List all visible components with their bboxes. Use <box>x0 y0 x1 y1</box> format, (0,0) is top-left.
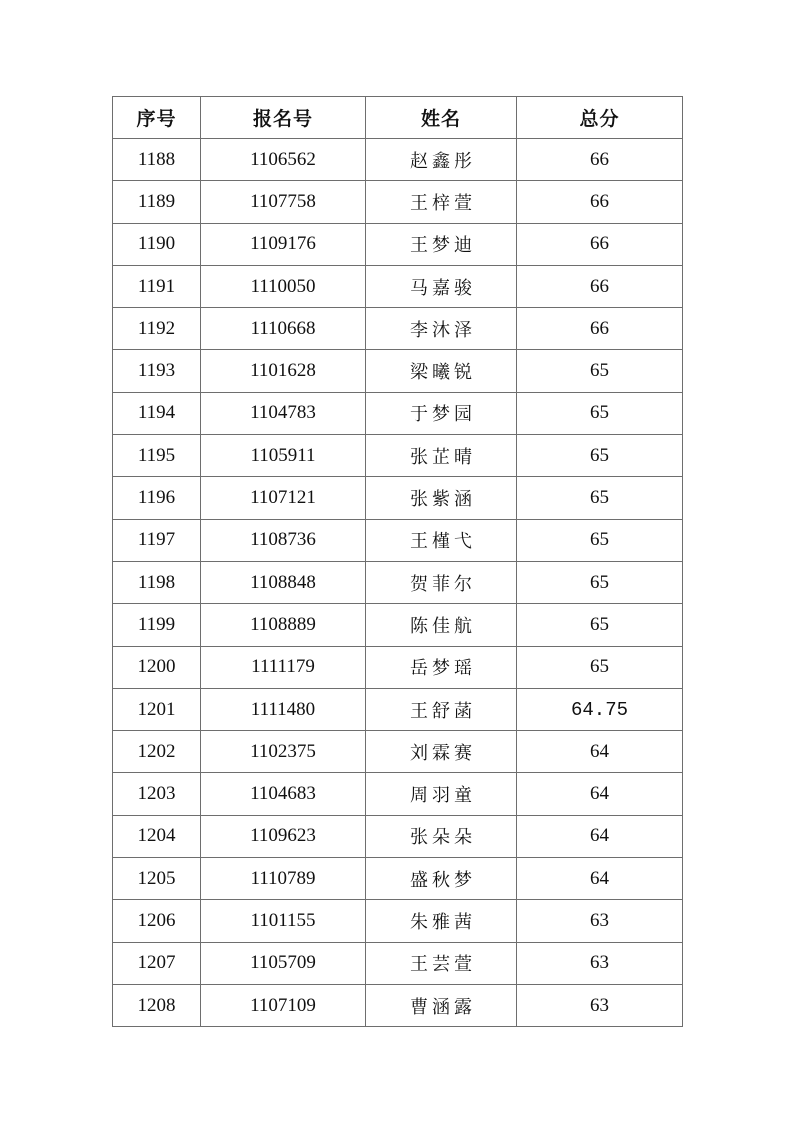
table-row <box>113 308 683 350</box>
table-row <box>113 604 683 646</box>
cell-seq: 1191 <box>113 265 201 307</box>
table-row <box>113 181 683 223</box>
cell-reg-no: 1108848 <box>201 561 366 603</box>
cell-reg-no: 1105911 <box>201 435 366 477</box>
cell-reg-no: 1107121 <box>201 477 366 519</box>
table-row <box>113 984 683 1026</box>
cell-reg-no: 1102375 <box>201 731 366 773</box>
table-body <box>113 139 683 1027</box>
cell-name: 陈佳航 <box>366 604 517 646</box>
cell-score: 63 <box>517 942 683 984</box>
cell-name: 王梓萱 <box>366 181 517 223</box>
table-row <box>113 561 683 603</box>
score-table <box>112 96 683 1027</box>
cell-seq: 1201 <box>113 688 201 730</box>
cell-reg-no: 1106562 <box>201 139 366 181</box>
cell-reg-no: 1110050 <box>201 265 366 307</box>
cell-seq: 1188 <box>113 139 201 181</box>
cell-name: 刘霖赛 <box>366 731 517 773</box>
cell-score: 65 <box>517 392 683 434</box>
cell-seq: 1206 <box>113 900 201 942</box>
cell-reg-no: 1107109 <box>201 984 366 1026</box>
cell-seq: 1205 <box>113 858 201 900</box>
header-seq: 序号 <box>113 97 201 139</box>
table-row <box>113 265 683 307</box>
table-row <box>113 731 683 773</box>
cell-score: 64 <box>517 731 683 773</box>
cell-score: 64 <box>517 815 683 857</box>
cell-seq: 1202 <box>113 731 201 773</box>
table-row <box>113 350 683 392</box>
cell-name: 朱雅茜 <box>366 900 517 942</box>
cell-name: 曹涵露 <box>366 984 517 1026</box>
cell-score: 65 <box>517 561 683 603</box>
table-row <box>113 519 683 561</box>
cell-score: 64 <box>517 858 683 900</box>
cell-seq: 1197 <box>113 519 201 561</box>
cell-name: 李沐泽 <box>366 308 517 350</box>
cell-name: 岳梦瑶 <box>366 646 517 688</box>
cell-score: 65 <box>517 604 683 646</box>
cell-seq: 1192 <box>113 308 201 350</box>
table-row <box>113 139 683 181</box>
cell-reg-no: 1111179 <box>201 646 366 688</box>
cell-reg-no: 1110789 <box>201 858 366 900</box>
cell-name: 王槿弋 <box>366 519 517 561</box>
table-row <box>113 858 683 900</box>
cell-name: 赵鑫彤 <box>366 139 517 181</box>
cell-reg-no: 1109623 <box>201 815 366 857</box>
cell-score: 63 <box>517 900 683 942</box>
cell-seq: 1207 <box>113 942 201 984</box>
cell-reg-no: 1108736 <box>201 519 366 561</box>
cell-score: 65 <box>517 519 683 561</box>
cell-score: 66 <box>517 139 683 181</box>
header-name: 姓名 <box>366 97 517 139</box>
cell-seq: 1196 <box>113 477 201 519</box>
cell-seq: 1199 <box>113 604 201 646</box>
cell-seq: 1208 <box>113 984 201 1026</box>
cell-reg-no: 1111480 <box>201 688 366 730</box>
cell-seq: 1190 <box>113 223 201 265</box>
cell-seq: 1195 <box>113 435 201 477</box>
cell-name: 于梦园 <box>366 392 517 434</box>
cell-reg-no: 1109176 <box>201 223 366 265</box>
cell-name: 马嘉骏 <box>366 265 517 307</box>
cell-score: 65 <box>517 435 683 477</box>
cell-reg-no: 1104783 <box>201 392 366 434</box>
table-header-row <box>113 97 683 139</box>
cell-seq: 1193 <box>113 350 201 392</box>
table-row <box>113 646 683 688</box>
cell-score: 64.75 <box>517 688 683 730</box>
cell-score: 65 <box>517 477 683 519</box>
table-row <box>113 942 683 984</box>
cell-name: 王梦迪 <box>366 223 517 265</box>
cell-name: 王芸萱 <box>366 942 517 984</box>
cell-reg-no: 1107758 <box>201 181 366 223</box>
cell-seq: 1200 <box>113 646 201 688</box>
cell-name: 周羽童 <box>366 773 517 815</box>
cell-reg-no: 1108889 <box>201 604 366 646</box>
table-row <box>113 688 683 730</box>
cell-reg-no: 1105709 <box>201 942 366 984</box>
cell-reg-no: 1104683 <box>201 773 366 815</box>
table-row <box>113 900 683 942</box>
cell-score: 66 <box>517 308 683 350</box>
cell-reg-no: 1101155 <box>201 900 366 942</box>
cell-seq: 1204 <box>113 815 201 857</box>
cell-name: 张朵朵 <box>366 815 517 857</box>
cell-name: 王舒菡 <box>366 688 517 730</box>
cell-seq: 1198 <box>113 561 201 603</box>
cell-name: 张紫涵 <box>366 477 517 519</box>
cell-reg-no: 1110668 <box>201 308 366 350</box>
table-row <box>113 223 683 265</box>
cell-score: 66 <box>517 181 683 223</box>
cell-seq: 1194 <box>113 392 201 434</box>
cell-score: 64 <box>517 773 683 815</box>
cell-score: 65 <box>517 646 683 688</box>
cell-name: 贺菲尔 <box>366 561 517 603</box>
table-row <box>113 435 683 477</box>
cell-seq: 1203 <box>113 773 201 815</box>
cell-score: 63 <box>517 984 683 1026</box>
cell-score: 66 <box>517 223 683 265</box>
table-row <box>113 773 683 815</box>
header-reg-no: 报名号 <box>201 97 366 139</box>
table-row <box>113 815 683 857</box>
cell-score: 65 <box>517 350 683 392</box>
cell-name: 梁曦锐 <box>366 350 517 392</box>
cell-score: 66 <box>517 265 683 307</box>
cell-name: 张芷晴 <box>366 435 517 477</box>
table-row <box>113 477 683 519</box>
table-row <box>113 392 683 434</box>
cell-reg-no: 1101628 <box>201 350 366 392</box>
cell-name: 盛秋梦 <box>366 858 517 900</box>
cell-seq: 1189 <box>113 181 201 223</box>
header-score: 总分 <box>517 97 683 139</box>
